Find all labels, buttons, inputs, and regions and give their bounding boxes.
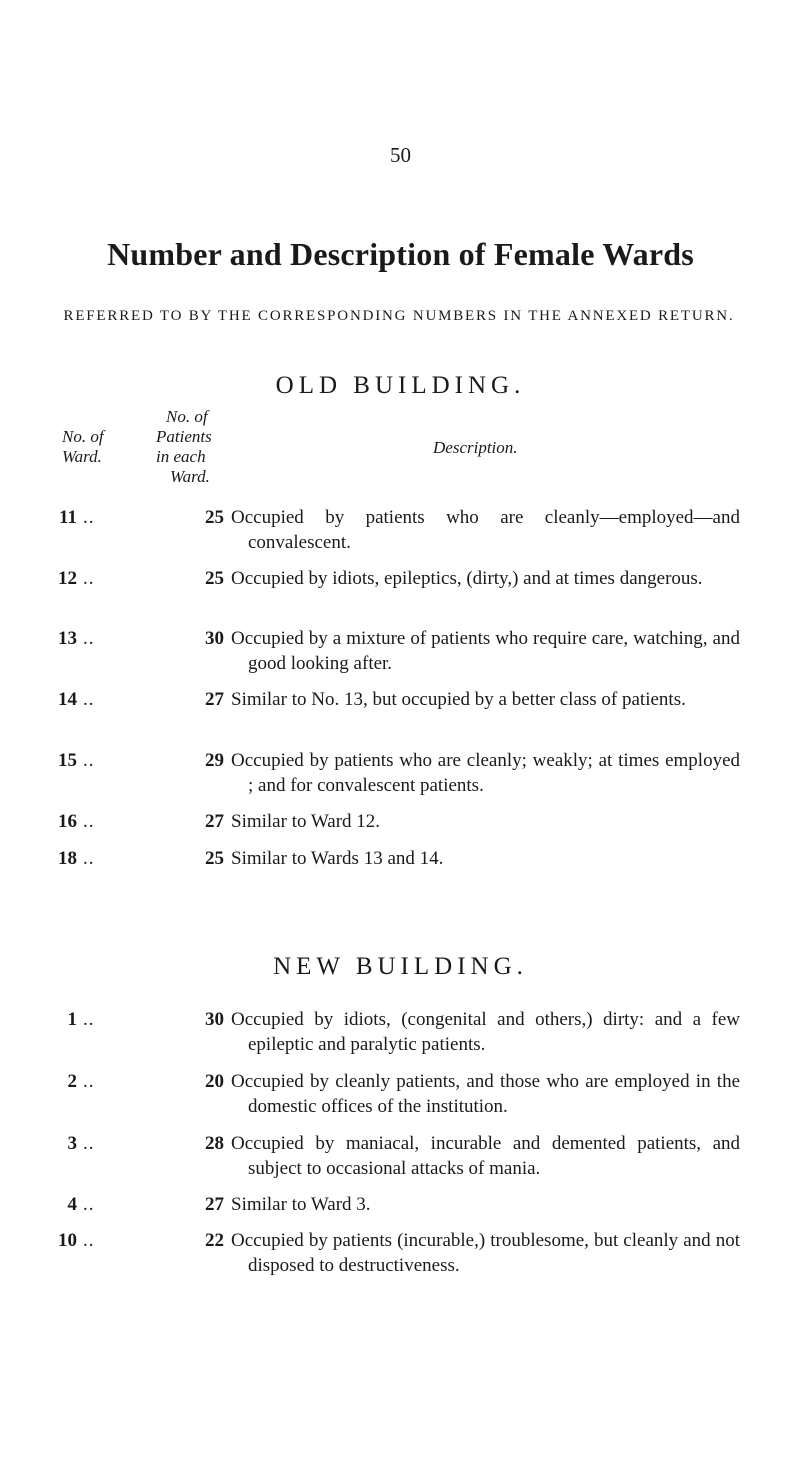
ward-number: 14 — [58, 689, 77, 710]
patient-count: 25 — [205, 568, 224, 589]
column-header-patients — [156, 407, 212, 487]
ward-description: Occupied by maniacal, incurable and demented patients, and subject to occasional attacks of mania. — [231, 1133, 740, 1179]
ward-number: 10 — [58, 1230, 77, 1251]
leader-dots: .. — [83, 750, 95, 771]
ward-number: 4 — [67, 1194, 77, 1215]
ward-description: Occupied by idiots, (congenital and others,) dirty: and a few epileptic and paralytic patients. — [231, 1009, 740, 1055]
ward-description: Occupied by cleanly patients, and those who are employed in the domestic offices of the institution. — [231, 1071, 740, 1117]
ward-description: Similar to Ward 3. — [231, 1194, 371, 1215]
leader-dots: .. — [83, 1194, 95, 1215]
ward-number: 12 — [58, 568, 77, 589]
column-header-description: Description. — [433, 438, 518, 457]
section-heading-old-building: OLD BUILDING. — [275, 372, 526, 399]
ward-number: 2 — [67, 1071, 77, 1092]
column-header-ward-line: No. of — [62, 427, 104, 446]
section-heading-new-building: NEW BUILDING. — [273, 953, 528, 980]
leader-dots: .. — [83, 848, 95, 869]
ward-description: Similar to No. 13, but occupied by a better class of patients. — [231, 689, 686, 710]
column-header-patients-line: Ward. — [170, 467, 210, 486]
leader-dots: .. — [83, 1009, 95, 1030]
patient-count: 28 — [205, 1133, 224, 1154]
leader-dots: .. — [83, 1230, 95, 1251]
ward-number: 13 — [58, 628, 77, 649]
ward-description: Occupied by patients (incurable,) troublesome, but cleanly and not disposed to destructiveness. — [231, 1230, 740, 1276]
page-number: 50 — [390, 143, 411, 167]
leader-dots: .. — [83, 568, 95, 589]
ward-number: 3 — [67, 1133, 77, 1154]
patient-count: 27 — [205, 689, 224, 710]
page-subtitle: REFERRED TO BY THE CORRESPONDING NUMBERS IN THE ANNEXED RETURN. — [63, 308, 735, 324]
patient-count: 30 — [205, 1009, 224, 1030]
patient-count: 25 — [205, 848, 224, 869]
patient-count: 25 — [205, 507, 224, 528]
ward-number: 1 — [67, 1009, 77, 1030]
ward-description: Occupied by patients who are cleanly—employed—and convalescent. — [231, 507, 740, 553]
ward-description: Occupied by a mixture of patients who require care, watching, and good looking after. — [231, 628, 740, 674]
ward-description: Occupied by idiots, epileptics, (dirty,) and at times dangerous. — [231, 568, 703, 589]
ward-number: 18 — [58, 848, 77, 869]
leader-dots: .. — [83, 628, 95, 649]
ward-description: Similar to Ward 12. — [231, 811, 381, 832]
column-header-patients-line: in each — [156, 447, 206, 466]
patient-count: 27 — [205, 811, 224, 832]
leader-dots: .. — [83, 1071, 95, 1092]
leader-dots: .. — [83, 689, 95, 710]
ward-description: Occupied by patients who are cleanly; weakly; at times employed ; and for convalescent patients. — [231, 750, 740, 796]
ward-number: 16 — [58, 811, 77, 832]
leader-dots: .. — [83, 507, 95, 528]
ward-number: 15 — [58, 750, 77, 771]
patient-count: 30 — [205, 628, 224, 649]
leader-dots: .. — [83, 811, 95, 832]
column-header-ward-line: Ward. — [62, 447, 102, 466]
patient-count: 20 — [205, 1071, 224, 1092]
ward-number: 11 — [59, 507, 77, 528]
patient-count: 27 — [205, 1194, 224, 1215]
ward-description: Similar to Wards 13 and 14. — [231, 848, 444, 869]
patient-count: 22 — [205, 1230, 224, 1251]
column-header-patients-line: Patients — [156, 427, 212, 446]
patient-count: 29 — [205, 750, 224, 771]
leader-dots: .. — [83, 1133, 95, 1154]
column-header-patients-line: No. of — [166, 407, 208, 426]
page-title: Number and Description of Female Wards — [107, 236, 694, 272]
column-header-ward — [62, 427, 104, 467]
